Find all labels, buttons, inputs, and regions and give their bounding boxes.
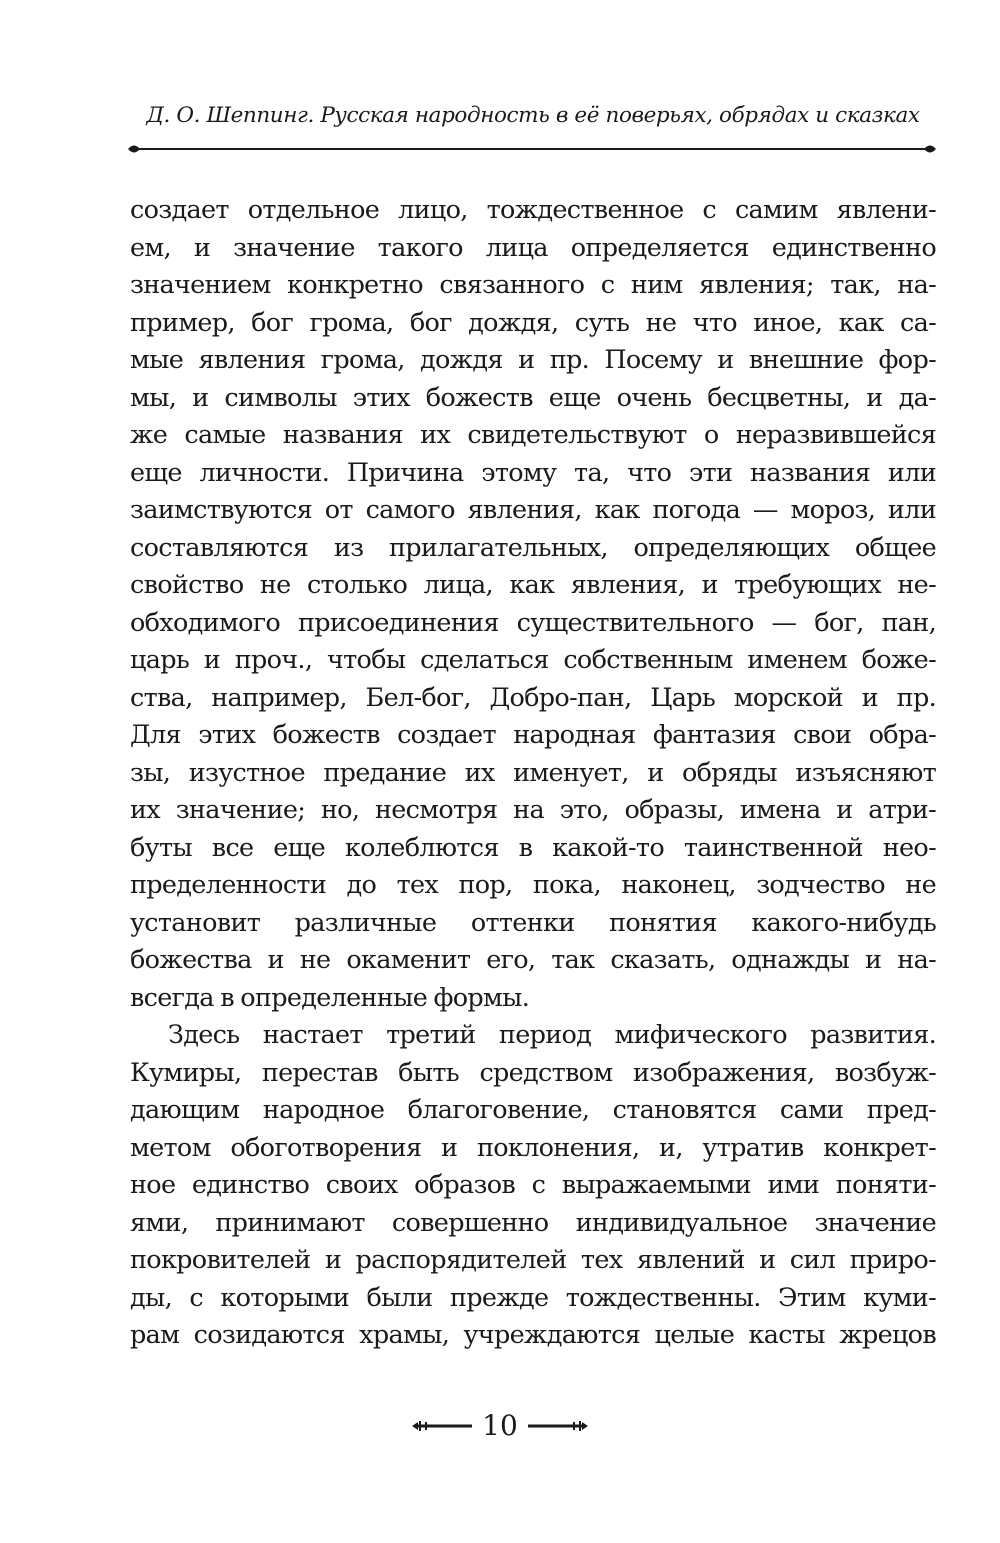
text-line: ное единство своих образов с выражаемыми ими поняти- bbox=[130, 1170, 936, 1200]
text-line: составляются из прилагательных, определяющих общее bbox=[130, 532, 936, 563]
text-line: значением конкретно связанного с ним явления; так, на- bbox=[130, 270, 936, 300]
text-line: мые явления грома, дождя и пр. Посему и внешние фор- bbox=[130, 345, 936, 375]
running-header: Д. О. Шеппинг. Русская народность в её поверьях, обрядах и сказках bbox=[146, 103, 920, 128]
text-line: еще личности. Причина этому та, что эти названия или bbox=[130, 457, 936, 488]
text-line: мы, и символы этих божеств еще очень бесцветны, и да- bbox=[130, 382, 936, 413]
left-flourish-icon bbox=[412, 1419, 476, 1433]
text-line: ства, например, Бел-бог, Добро-пан, Царь морской и пр. bbox=[130, 682, 936, 713]
text-line: установит различные оттенки понятия какого-нибудь bbox=[130, 907, 936, 938]
right-flourish-icon bbox=[524, 1419, 588, 1433]
body-text bbox=[130, 192, 936, 1355]
text-line: рам созидаются храмы, учреждаются целые касты жрецов bbox=[130, 1320, 936, 1350]
text-line: их значение; но, несмотря на это, образы, имена и атри- bbox=[130, 795, 936, 825]
text-line: дающим народное благоговение, становятся сами пред- bbox=[130, 1095, 936, 1125]
text-line: ды, с которыми были прежде тождественны. Этим куми- bbox=[130, 1282, 936, 1313]
text-line: ем, и значение такого лица определяется единственно bbox=[130, 232, 936, 263]
text-line: зы, изустное предание их именует, и обряды изъясняют bbox=[130, 757, 936, 788]
text-line: Для этих божеств создает народная фантазия свои обра- bbox=[130, 720, 936, 750]
text-line: метом обоготворения и поклонения, и, утратив конкрет- bbox=[130, 1132, 936, 1163]
text-line: пределенности до тех пор, пока, наконец, зодчество не bbox=[130, 870, 936, 900]
text-line: обходимого присоединения существительного — бог, пан, bbox=[130, 607, 936, 638]
text-line: пример, бог грома, бог дождя, суть не что иное, как са- bbox=[130, 307, 936, 338]
text-line: покровителей и распорядителей тех явлений и сил приро- bbox=[130, 1245, 936, 1275]
text-line: заимствуются от самого явления, как погода — мороз, или bbox=[130, 495, 936, 525]
page-footer bbox=[400, 1404, 600, 1448]
paragraph-start-line: Здесь настает третий период мифического развития. bbox=[168, 1020, 936, 1050]
text-line: божества и не окаменит его, так сказать, однажды и на- bbox=[130, 945, 936, 975]
text-line: буты все еще колеблются в какой-то таинственной нео- bbox=[130, 832, 936, 863]
text-line: создает отдельное лицо, тождественное с самим явлени- bbox=[130, 195, 936, 225]
text-line: царь и проч., чтобы сделаться собственным именем боже- bbox=[130, 645, 936, 675]
text-line: Кумиры, перестав быть средством изображения, возбуж- bbox=[130, 1057, 936, 1088]
paragraph-end-line: всегда в определенные формы. bbox=[130, 982, 530, 1013]
text-line: свойство не столько лица, как явления, и требующих не- bbox=[130, 570, 936, 600]
text-line: же самые названия их свидетельствуют о неразвившейся bbox=[130, 420, 936, 450]
right-ornament-icon bbox=[924, 146, 936, 153]
text-line: ями, принимают совершенно индивидуальное значение bbox=[130, 1207, 936, 1238]
page-number: 10 bbox=[482, 1409, 518, 1442]
header-divider bbox=[126, 141, 938, 157]
